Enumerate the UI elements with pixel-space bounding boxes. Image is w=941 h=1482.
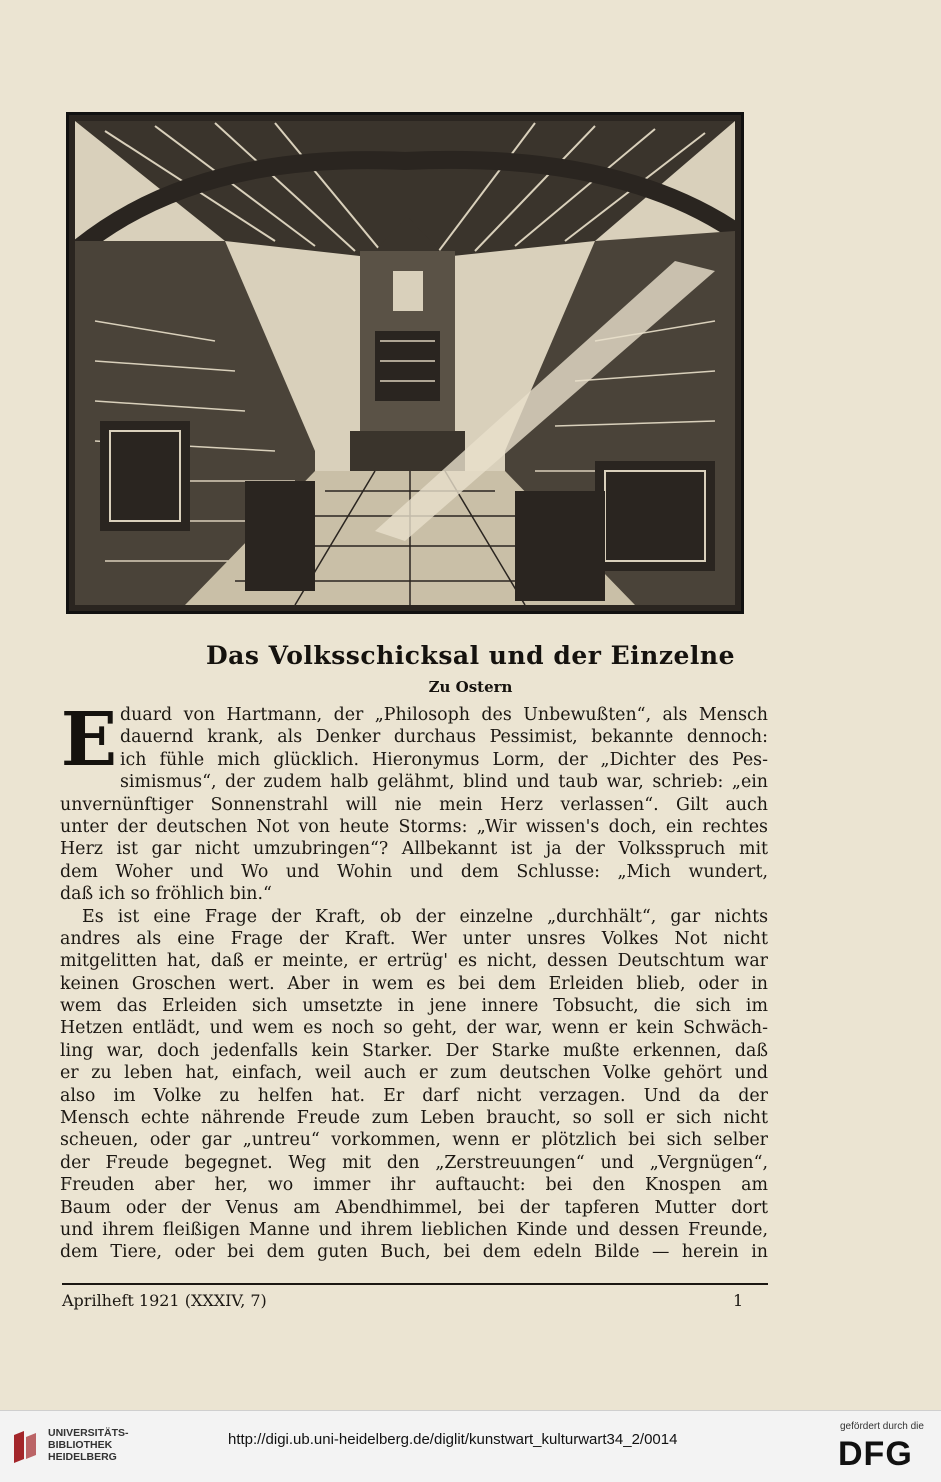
library-name-line: HEIDELBERG bbox=[48, 1451, 117, 1463]
library-name-line: BIBLIOTHEK bbox=[48, 1439, 113, 1451]
text-line: also im Volke zu helfen hat. Er darf nicht verzagen. Und da der bbox=[60, 1085, 768, 1106]
text-line: Baum oder der Venus am Abendhimmel, bei der tapferen Mutter dort bbox=[60, 1197, 768, 1218]
text-line: keinen Groschen wert. Aber in wem es bei dem Erleiden blieb, oder in bbox=[60, 973, 768, 994]
text-line: dem Woher und Wo und Wohin und dem Schlusse: „Mich wundert, bbox=[60, 861, 768, 882]
text-line: unvernünftiger Sonnenstrahl will nie mein Herz verlassen“. Gilt auch bbox=[60, 794, 768, 815]
text-line: Hetzen entlädt, und wem es noch so geht, der war, wenn er kein Schwäch- bbox=[60, 1018, 768, 1039]
drop-cap: E bbox=[60, 697, 118, 783]
text-line: unter der deutschen Not von heute Storms: „Wir wissen's doch, ein rechtes bbox=[60, 816, 768, 837]
text-line: duard von Hartmann, der „Philosoph des Unbewußten“, als Mensch bbox=[120, 705, 768, 725]
text-line: ling war, doch jedenfalls kein Starker. Der Starke mußte erkennen, daß bbox=[60, 1040, 768, 1061]
university-library-name bbox=[48, 1427, 129, 1463]
text-line: der Freude begegnet. Weg mit den „Zerstreuungen“ und „Vergnügen“, bbox=[60, 1152, 768, 1173]
text-line: simismus“, der zudem halb gelähmt, blind und taub war, schrieb: „ein bbox=[120, 772, 768, 793]
text-line: andres als eine Frage der Kraft. Wer unter unsres Volkes Not nicht bbox=[60, 928, 768, 949]
text-line: Mensch echte nährende Freude zum Leben braucht, so soll er sich nicht bbox=[60, 1108, 768, 1129]
text-line: dem Tiere, oder bei dem guten Buch, bei dem edeln Bilde — herein in bbox=[60, 1242, 768, 1263]
text-line: Es ist eine Frage der Kraft, ob der einzelne „durchhält“, gar nichts bbox=[82, 906, 768, 927]
text-line: und ihrem fleißigen Manne und ihrem lieblichen Kinde und dessen Freunde, bbox=[60, 1219, 768, 1240]
text-line: Freuden aber her, wo immer ihr auftaucht: bei den Knospen am bbox=[60, 1175, 768, 1196]
permalink-url[interactable]: http://digi.ub.uni-heidelberg.de/diglit/kunstwart_kulturwart34_2/0014 bbox=[228, 1431, 678, 1448]
woodcut-illustration-church-interior bbox=[66, 112, 744, 614]
text-line: scheuen, oder gar „untreu“ vorkommen, wenn er plötzlich bei sich selber bbox=[60, 1130, 768, 1151]
article-title: Das Volksschicksal und der Einzelne bbox=[205, 641, 736, 670]
dfg-logo: DFG bbox=[838, 1435, 913, 1473]
text-line: dauernd krank, als Denker durchaus Pessimist, bekannte dennoch: bbox=[120, 727, 768, 748]
footer-rule bbox=[62, 1283, 768, 1285]
funder-note: gefördert durch die bbox=[840, 1421, 924, 1432]
article-subtitle: Zu Ostern bbox=[428, 678, 513, 696]
library-name-line: UNIVERSITÄTS- bbox=[48, 1427, 129, 1439]
text-line: er zu leben hat, einfach, weil auch er zum deutschen Volke gehört und bbox=[60, 1063, 768, 1084]
paragraph-2 bbox=[60, 906, 768, 1264]
text-line: Herz ist gar nicht umzubringen“? Allbekannt ist ja der Volksspruch mit bbox=[60, 839, 768, 860]
text-line: mitgelitten hat, daß er meinte, er ertrüg' es nicht, dessen Deutschtum war bbox=[60, 951, 768, 972]
page-number: 1 bbox=[733, 1291, 744, 1310]
text-line: daß ich so fröhlich bin.“ bbox=[60, 884, 272, 905]
university-library-logo-icon bbox=[10, 1429, 40, 1465]
issue-label: Aprilheft 1921 (XXXIV, 7) bbox=[62, 1291, 267, 1310]
woodcut-artwork bbox=[75, 121, 735, 605]
text-line: ich fühle mich glücklich. Hieronymus Lorm, der „Dichter des Pes- bbox=[120, 749, 768, 770]
paragraph-1 bbox=[60, 697, 768, 906]
viewer-footer-bar bbox=[0, 1410, 941, 1482]
text-line: wem das Erleiden sich umsetzte in jene innere Tobsucht, die sich im bbox=[60, 996, 768, 1017]
article-body bbox=[60, 697, 768, 1264]
